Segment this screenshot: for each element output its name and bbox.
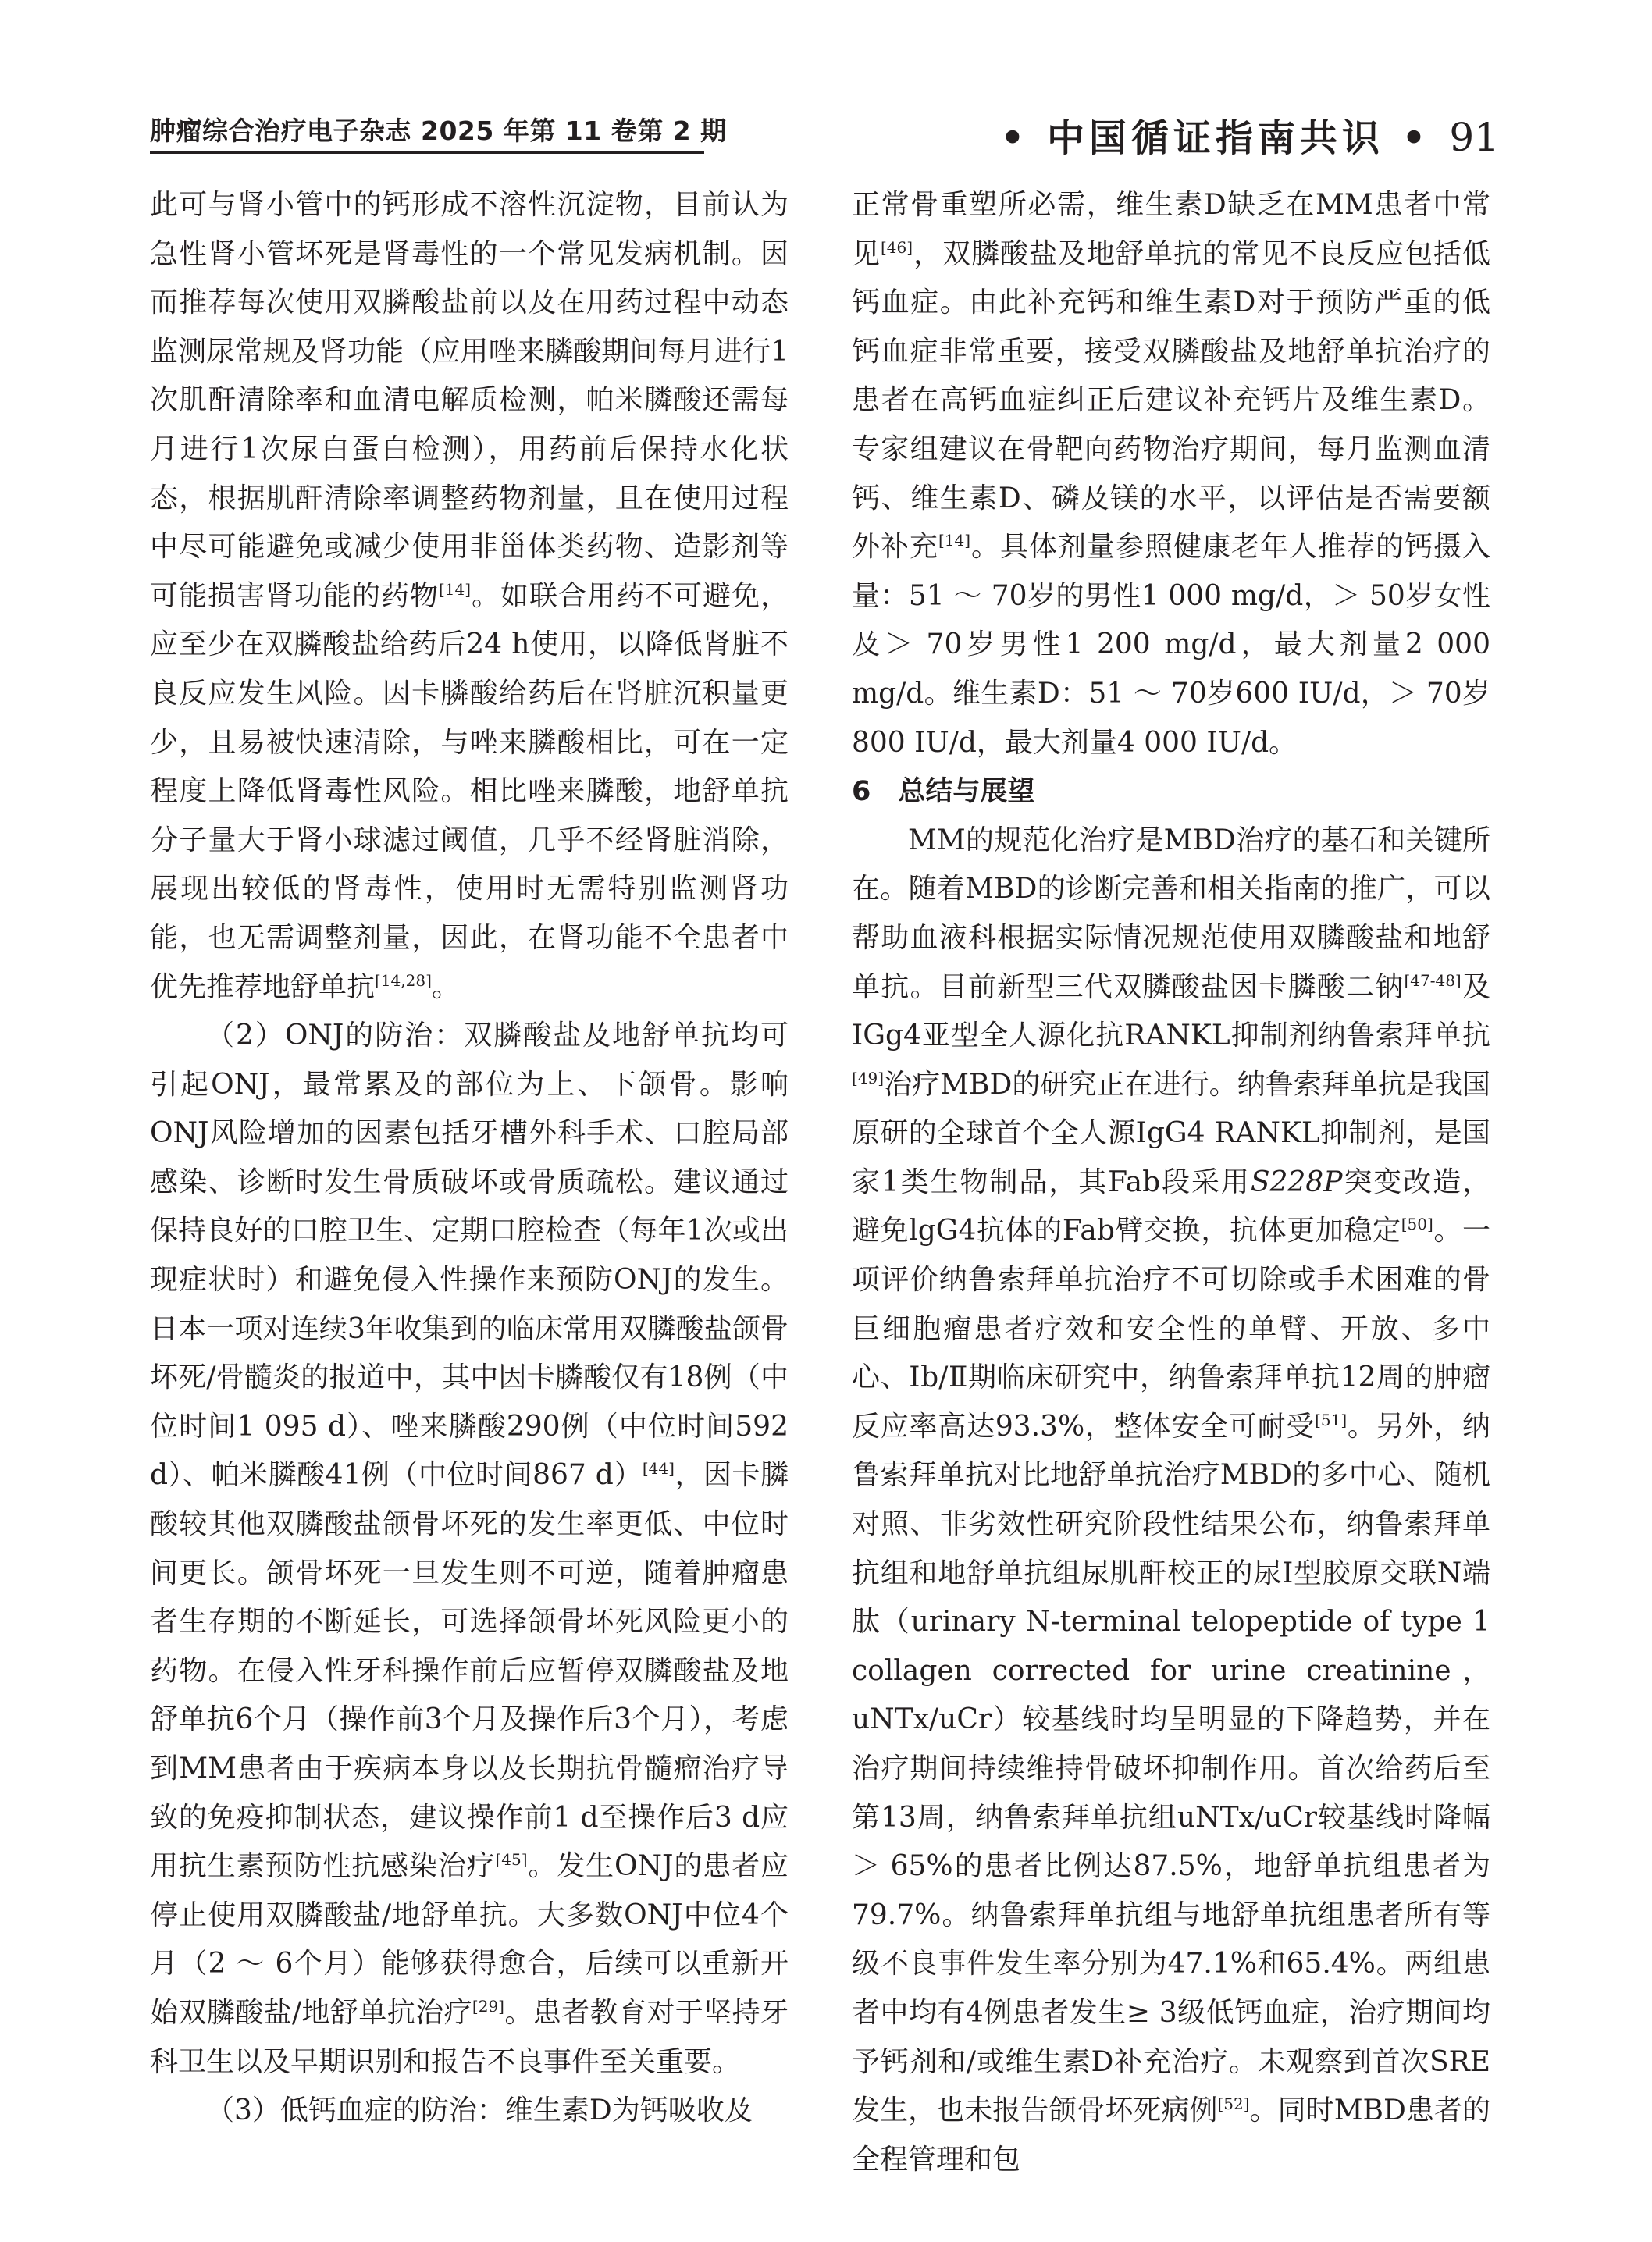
text-run: ，因卡膦酸较其他双膦酸盐颌骨坏死的发生率更低、中位时间更长。颌骨坏死一旦发生则不可逆，随着肿瘤患者生存期的不断延长，可选择颌骨坏死风险更小的药物。在侵入性牙科操作前后应暂停双膦酸盐及地舒单抗6个月（操作前3个月及操作后3个月），考虑到MM患者由于疾病本身以及长期抗骨髓瘤治疗导致的免疫抑制状态，建议操作前1 d至操作后3 d应用抗生素预防性抗感染治疗 <box>150 1459 789 1883</box>
citation: [29] <box>472 1996 504 2016</box>
right-column <box>852 181 1490 2184</box>
citation: [46] <box>881 237 913 257</box>
citation: [14] <box>438 579 472 599</box>
paragraph <box>852 817 1490 2185</box>
page-number: 91 <box>1449 115 1499 160</box>
citation: [47-48] <box>1404 970 1462 990</box>
text-run: 此可与肾小管中的钙形成不溶性沉淀物，目前认为急性肾小管坏死是肾毒性的一个常见发病机制。因而推荐每次使用双膦酸盐前以及在用药过程中动态监测尿常规及肾功能（应用唑来膦酸期间每月进行1次肌酐清除率和血清电解质检测，帕米膦酸还需每月进行1次尿白蛋白检测），用药前后保持水化状态，根据肌酐清除率调整药物剂量，且在使用过程中尽可能避免或减少使用非甾体类药物、造影剂等可能损害肾功能的药物 <box>150 189 789 612</box>
text-run: 。 <box>431 970 460 1003</box>
text-run: 。一项评价纳鲁索拜单抗治疗不可切除或手术困难的骨巨细胞瘤患者疗效和安全性的单臂、开放、多中心、Ⅰb/Ⅱ期临床研究中，纳鲁索拜单抗12周的肿瘤反应率高达93.3%，整体安全可耐受 <box>852 1215 1490 1443</box>
text-run: 及IGg4亚型全人源化抗RANKL抑制剂纳鲁索拜单抗 <box>852 970 1490 1052</box>
text-run: 。具体剂量参照健康老年人推荐的钙摄入量：51 ～ 70岁的男性1 000 mg/d，＞ 50岁女性及＞ 70岁男性1 200 mg/d，最大剂量2 000 mg/d。维生素D：51 ～ 70岁600 IU/d，＞ 70岁800 IU/d，最大剂量4 000 IU/d。 <box>852 531 1490 759</box>
paragraph <box>150 181 789 1012</box>
paragraph <box>852 181 1490 767</box>
text-run: 。另外，纳鲁索拜单抗对比地舒单抗治疗MBD的多中心、随机对照、非劣效性研究阶段性结果公布，纳鲁索拜单抗组和地舒单抗组尿肌酐校正的尿Ⅰ型胶原交联N端肽（urinary N-terminal telopeptide of type 1 collagen corrected for urine creatinine，uNTx/uCr）较基线时均呈明显的下降趋势，并在治疗期间持续维持骨破坏抑制作用。首次给药后至第13周，纳鲁索拜单抗组uNTx/uCr较基线时降幅＞ 65%的患者比例达87.5%，地舒单抗组患者为79.7%。纳鲁索拜单抗组与地舒单抗组患者所有等级不良事件发生率分别为47.1%和65.4%。两组患者中均有4例患者发生≥ 3级低钙血症，治疗期间均予钙剂和/或维生素D补充治疗。未观察到首次SRE发生，也未报告颌骨坏死病例 <box>852 1410 1490 2127</box>
paragraph: （3）低钙血症的防治：维生素D为钙吸收及 <box>206 2094 753 2127</box>
text-run: 治疗MBD的研究正在进行。纳鲁索拜单抗是我国原研的全球首个全人源IgG4 RANKL抑制剂，是国家1类生物制品，其Fab段采用 <box>852 1068 1490 1198</box>
italic-term: S228P <box>1250 1165 1343 1198</box>
citation: [51] <box>1315 1410 1348 1429</box>
text-run: ，双膦酸盐及地舒单抗的常见不良反应包括低钙血症。由此补充钙和维生素D对于预防严重的低钙血症非常重要，接受双膦酸盐及地舒单抗治疗的患者在高钙血症纠正后建议补充钙片及维生素D。专家组建议在骨靶向药物治疗期间，每月监测血清钙、维生素D、磷及镁的水平，以评估是否需要额外补充 <box>852 237 1490 564</box>
paragraph <box>150 1012 789 2087</box>
citation: [52] <box>1217 2094 1250 2114</box>
column-header <box>1001 108 1499 162</box>
header-rule <box>150 151 704 154</box>
text-run: 。患者教育对于坚持牙科卫生以及早期识别和报告不良事件至关重要。 <box>150 1996 789 2078</box>
text-run: 正常骨重塑所必需，维生素D缺乏在MM患者中常见 <box>852 189 1490 270</box>
text-run: 。同时MBD患者的全程管理和包 <box>852 2094 1490 2176</box>
citation: [50] <box>1401 1215 1433 1234</box>
citation: [14] <box>938 531 971 550</box>
text-run: （2）ONJ的防治：双膦酸盐及地舒单抗均可引起ONJ，最常累及的部位为上、下颌骨。影响ONJ风险增加的因素包括牙槽外科手术、口腔局部感染、诊断时发生骨质破坏或骨质疏松。建议通过保持良好的口腔卫生、定期口腔检查（每年1次或出现症状时）和避免侵入性操作来预防ONJ的发生。日本一项对连续3年收集到的临床常用双膦酸盐颌骨坏死/骨髓炎的报道中，其中因卡膦酸仅有18例（中位时间1 095 d）、唑来膦酸290例（中位时间592 d）、帕米膦酸41例（中位时间867 d） <box>150 1020 789 1492</box>
journal-header: 肿瘤综合治疗电子杂志 2025 年第 11 卷第 2 期 <box>150 116 727 146</box>
citation: [45] <box>495 1850 528 1870</box>
column-title: • 中国循证指南共识 • <box>1000 116 1431 160</box>
text-run: 。如联合用药不可避免，应至少在双膦酸盐给药后24 h使用，以降低肾脏不良反应发生风险。因卡膦酸给药后在肾脏沉积量更少，且易被快速清除，与唑来膦酸相比，可在一定程度上降低肾毒性风险。相比唑来膦酸，地舒单抗分子量大于肾小球滤过阈值，几乎不经肾脏消除，展现出较低的肾毒性，使用时无需特别监测肾功能，也无需调整剂量，因此，在肾功能不全患者中优先推荐地舒单抗 <box>150 579 789 1003</box>
text-run: 突变改造，避免lgG4抗体的Fab臂交换，抗体更加稳定 <box>852 1165 1490 1247</box>
text-run: 。发生ONJ的患者应停止使用双膦酸盐/地舒单抗。大多数ONJ中位4个月（2 ～ 6个月）能够获得愈合，后续可以重新开始双膦酸盐/地舒单抗治疗 <box>150 1850 789 2029</box>
citation: [44] <box>642 1459 675 1479</box>
citation: [49] <box>852 1068 885 1087</box>
citation: [14,28] <box>375 970 432 990</box>
text-run: MM的规范化治疗是MBD治疗的基石和关键所在。随着MBD的诊断完善和相关指南的推广，可以帮助血液科根据实际情况规范使用双膦酸盐和地舒单抗。目前新型三代双膦酸盐因卡膦酸二钠 <box>852 824 1490 1003</box>
left-column <box>150 181 789 2136</box>
section-heading: 6 总结与展望 <box>852 776 1035 808</box>
